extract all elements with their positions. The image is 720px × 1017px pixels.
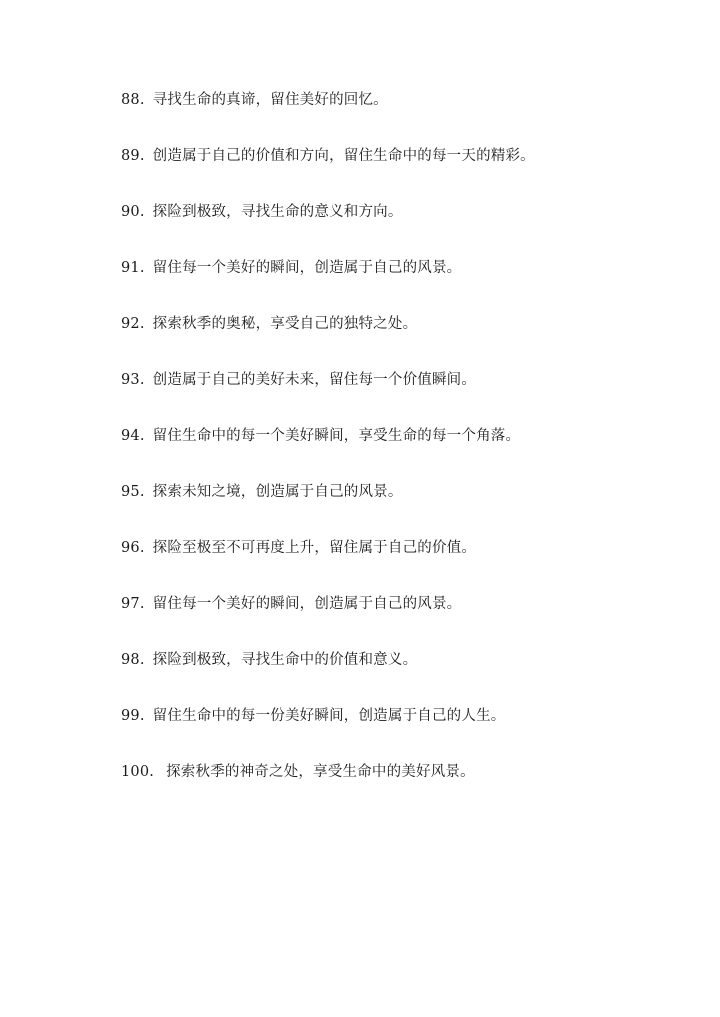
item-text: 探险至极至不可再度上升，留住属于自己的价值。 — [152, 540, 477, 556]
item-text: 留住生命中的每一份美好瞬间，创造属于自己的人生。 — [152, 708, 506, 724]
item-number: 94. — [121, 428, 145, 444]
item-number: 95. — [121, 484, 145, 500]
list-item — [121, 86, 535, 142]
item-number: 98. — [121, 652, 145, 668]
item-text: 创造属于自己的价值和方向，留住生命中的每一天的精彩。 — [152, 148, 535, 164]
item-text: 留住每一个美好的瞬间，创造属于自己的风景。 — [152, 596, 462, 612]
list-item — [121, 142, 535, 198]
list-item — [121, 646, 535, 702]
list-item — [121, 702, 535, 758]
item-number: 99. — [121, 708, 145, 724]
item-number: 92. — [121, 316, 145, 332]
list-item — [121, 310, 535, 366]
numbered-list — [121, 86, 535, 814]
list-item — [121, 422, 535, 478]
item-number: 89. — [121, 148, 145, 164]
item-number: 90. — [121, 204, 145, 220]
list-item — [121, 758, 535, 814]
item-text: 探险到极致，寻找生命中的价值和意义。 — [152, 652, 418, 668]
item-number: 97. — [121, 596, 145, 612]
list-item — [121, 254, 535, 310]
item-text: 探索秋季的神奇之处，享受生命中的美好风景。 — [166, 764, 475, 780]
item-number: 88. — [121, 92, 145, 108]
list-item — [121, 590, 535, 646]
item-number: 91. — [121, 260, 145, 276]
item-number: 93. — [121, 372, 145, 388]
list-item — [121, 478, 535, 534]
item-number: 100. — [121, 764, 155, 780]
item-text: 留住生命中的每一个美好瞬间，享受生命的每一个角落。 — [152, 428, 521, 444]
item-text: 留住每一个美好的瞬间，创造属于自己的风景。 — [152, 260, 462, 276]
list-item — [121, 198, 535, 254]
item-text: 探索未知之境，创造属于自己的风景。 — [152, 484, 403, 500]
item-text: 探险到极致，寻找生命的意义和方向。 — [152, 204, 403, 220]
item-text: 创造属于自己的美好未来，留住每一个价值瞬间。 — [152, 372, 477, 388]
item-number: 96. — [121, 540, 145, 556]
list-item — [121, 534, 535, 590]
item-text: 探索秋季的奥秘，享受自己的独特之处。 — [152, 316, 418, 332]
item-text: 寻找生命的真谛，留住美好的回忆。 — [152, 92, 388, 108]
list-item — [121, 366, 535, 422]
